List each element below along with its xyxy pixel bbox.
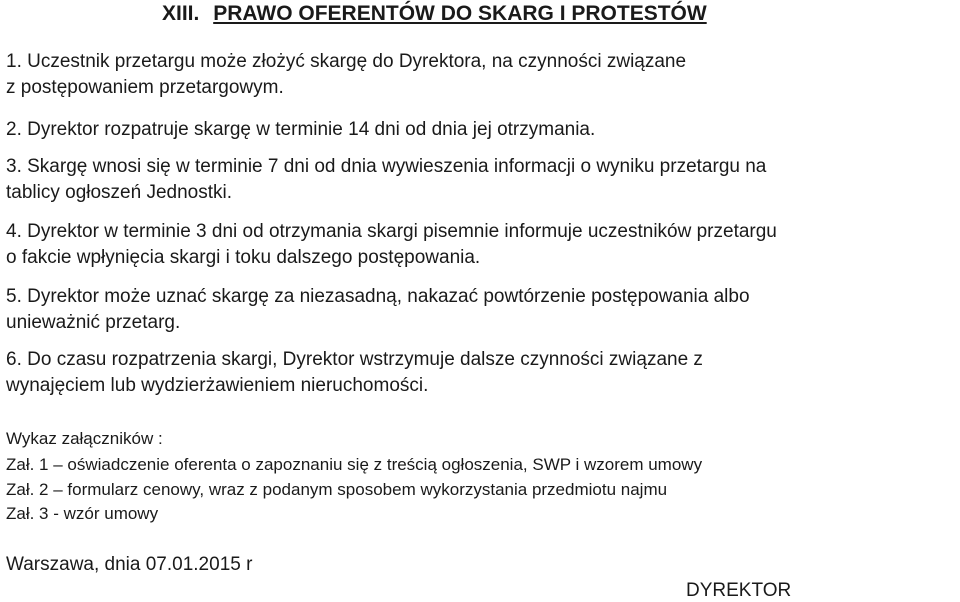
- section-title: PRAWO OFERENTÓW DO SKARG I PROTESTÓW: [213, 2, 707, 25]
- section-heading: [162, 2, 707, 26]
- attachment-item-3: Zał. 3 - wzór umowy: [6, 504, 159, 523]
- paragraph-4: [6, 219, 960, 271]
- section-number: XIII.: [162, 2, 200, 25]
- paragraph-line: 3. Skargę wnosi się w terminie 7 dni od dnia wywieszenia informacji o wyniku przetargu na: [6, 156, 767, 177]
- paragraph-line: 5. Dyrektor może uznać skargę za niezasadną, nakazać powtórzenie postępowania albo: [6, 286, 750, 307]
- attachments-title: Wykaz załączników :: [6, 429, 163, 448]
- paragraph-line: 1. Uczestnik przetargu może złożyć skargę do Dyrektora, na czynności związane: [6, 51, 687, 72]
- paragraph-6: [6, 347, 960, 399]
- paragraph-line: z postępowaniem przetargowym.: [6, 77, 284, 98]
- paragraph-line: 2. Dyrektor rozpatruje skargę w terminie 14 dni od dnia jej otrzymania.: [6, 119, 596, 140]
- place-date: Warszawa, dnia 07.01.2015 r: [6, 554, 253, 575]
- paragraph-line: wynajęciem lub wydzierżawieniem nieruchomości.: [6, 375, 429, 396]
- signature-label: DYREKTOR: [686, 580, 792, 601]
- attachment-item-1: Zał. 1 – oświadczenie oferenta o zapoznaniu się z treścią ogłoszenia, SWP i wzorem umowy: [6, 455, 703, 474]
- paragraph-2: [6, 117, 960, 143]
- paragraph-1: [6, 49, 960, 101]
- paragraph-line: 6. Do czasu rozpatrzenia skargi, Dyrektor wstrzymuje dalsze czynności związane z: [6, 349, 703, 370]
- paragraph-5: [6, 284, 960, 336]
- paragraph-line: 4. Dyrektor w terminie 3 dni od otrzymania skargi pisemnie informuje uczestników przetargu: [6, 221, 777, 242]
- paragraph-line: o fakcie wpłynięcia skargi i toku dalszego postępowania.: [6, 247, 481, 268]
- paragraph-3: [6, 154, 960, 206]
- paragraph-line: unieważnić przetarg.: [6, 312, 181, 333]
- attachment-item-2: Zał. 2 – formularz cenowy, wraz z podanym sposobem wykorzystania przedmiotu najmu: [6, 480, 668, 499]
- paragraph-line: tablicy ogłoszeń Jednostki.: [6, 182, 233, 203]
